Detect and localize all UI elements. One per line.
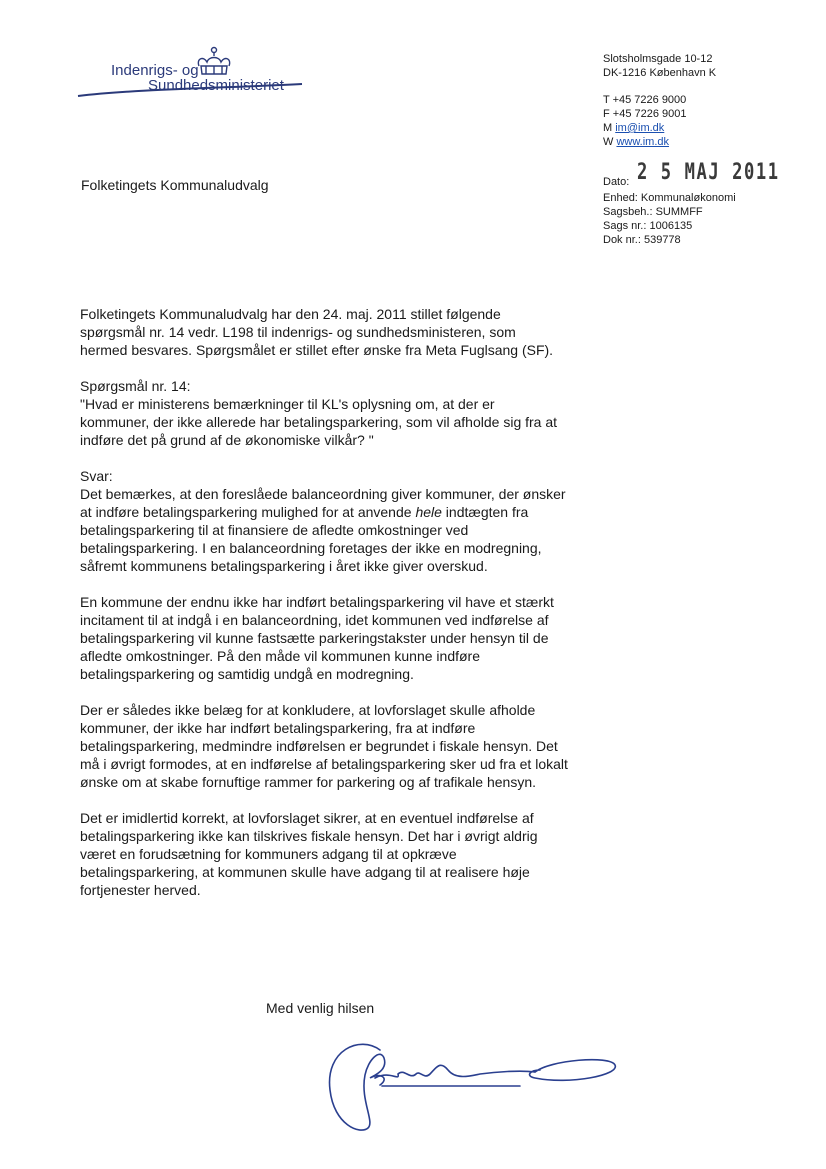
recipient: Folketingets Kommunaludvalg: [81, 177, 269, 193]
text-line: En kommune der endnu ikke har indført betalingsparkering vil have et stærkt: [80, 594, 554, 610]
text-line: betalingsparkering til at finansiere de afledte omkostninger ved: [80, 522, 469, 538]
text-line: betalingsparkering, medmindre indførelsen er begrundet i fiskale hensyn. Det: [80, 738, 558, 754]
contact-fax: F +45 7226 9001: [603, 108, 687, 120]
answer-paragraph-2: [80, 593, 600, 683]
text-line: Folketingets Kommunaludvalg har den 24. maj. 2011 stillet følgende: [80, 306, 501, 322]
closing-greeting: Med venlig hilsen: [266, 1000, 375, 1016]
text-line: indføre det på grund af de økonomiske vilkår? ": [80, 432, 374, 448]
address-street: Slotsholmsgade 10-12: [603, 53, 713, 65]
contact-web-prefix: W: [603, 136, 614, 148]
answer-paragraph-3: [80, 701, 600, 791]
answer-paragraph-1: [80, 467, 600, 575]
text-line: betalingsparkering og samtidig undgå en modregning.: [80, 666, 414, 682]
intro-paragraph: [80, 305, 600, 359]
emphasis-text: hele: [415, 504, 442, 520]
text-line: kommuner, der ikke har indført betalingsparkering, fra at indføre: [80, 720, 476, 736]
date-stamp: 2 5 MAJ 2011: [637, 160, 780, 185]
text-line: spørgsmål nr. 14 vedr. L198 til indenrigs- og sundhedsministeren, som: [80, 324, 516, 340]
contact-mail-prefix: M: [603, 122, 613, 134]
text-line: betalingsparkering. I en balanceordning foretages der ikke en modregning,: [80, 540, 542, 556]
text-line: Der er således ikke belæg for at konkludere, at lovforslaget skulle afholde: [80, 702, 536, 718]
answer-paragraph-4: [80, 809, 600, 899]
text-line: såfremt kommunens betalingsparkering i året ikke giver overskud.: [80, 558, 488, 574]
meta-case-officer: Sagsbeh.: SUMMFF: [603, 206, 703, 218]
text-line: kommuner, der ikke allerede har betalingsparkering, som vil afholde sig fra at: [80, 414, 558, 430]
contact-mail-row: [603, 121, 687, 135]
address-city: DK-1216 København K: [603, 67, 717, 79]
ministry-logo: [76, 44, 306, 104]
meta-unit: Enhed: Kommunaløkonomi: [603, 192, 736, 204]
logo-text-line2: Sundhedsministeriet: [148, 77, 284, 94]
sender-contact: [603, 93, 687, 149]
text-line: betalingsparkering, at kommunen skulle have adgang til at realisere høje: [80, 864, 530, 880]
text-line: ønske om at skabe fornuftige rammer for parkering og af trafikale hensyn.: [80, 774, 536, 790]
letter-body: [80, 305, 600, 917]
text-line: må i øvrigt formodes, at en indførelse af betalingsparkering sker ud fra et lokalt: [80, 756, 568, 772]
answer-heading: Svar:: [80, 468, 113, 484]
text-segment: at indføre betalingsparkering mulighed for at anvende: [80, 504, 416, 520]
logo-text-line1: Indenrigs- og: [111, 62, 199, 79]
contact-web-row: [603, 135, 687, 149]
question-heading: Spørgsmål nr. 14:: [80, 378, 191, 394]
meta-case-no: Sags nr.: 1006135: [603, 220, 693, 232]
text-line: betalingsparkering ikke kan tilskrives fiskale hensyn. Det har i øvrigt aldrig: [80, 828, 538, 844]
text-line: "Hvad er ministerens bemærkninger til KL's oplysning om, at der er: [80, 396, 495, 412]
text-line: Det bemærkes, at den foreslåede balanceordning giver kommuner, der ønsker: [80, 486, 566, 502]
contact-mail-link[interactable]: im@im.dk: [615, 122, 665, 134]
text-line: betalingsparkering vil kunne fastsætte parkeringstakster under hensyn til de: [80, 630, 549, 646]
text-segment: indtægten fra: [441, 504, 529, 520]
sender-address: [603, 52, 716, 80]
text-line: incitament til at indgå i en balanceordning, idet kommunen ved indførelse af: [80, 612, 549, 628]
text-line: fortjenester herved.: [80, 882, 201, 898]
meta-doc-no: Dok nr.: 539778: [603, 234, 681, 246]
date-label: Dato:: [603, 176, 630, 188]
text-line: Det er imidlertid korrekt, at lovforslaget sikrer, at en eventuel indførelse af: [80, 810, 534, 826]
text-line: været en forudsætning for kommuners adgang til at opkræve: [80, 846, 457, 862]
text-line: hermed besvares. Spørgsmålet er stillet efter ønske fra Meta Fuglsang (SF).: [80, 342, 554, 358]
question-paragraph: [80, 377, 600, 449]
text-line: afledte omkostninger. På den måde vil kommunen kunne indføre: [80, 648, 481, 664]
text-line: [80, 503, 600, 521]
contact-web-link[interactable]: www.im.dk: [616, 136, 670, 148]
contact-phone: T +45 7226 9000: [603, 94, 687, 106]
case-meta: [603, 191, 736, 247]
signature-image: [320, 1030, 620, 1150]
